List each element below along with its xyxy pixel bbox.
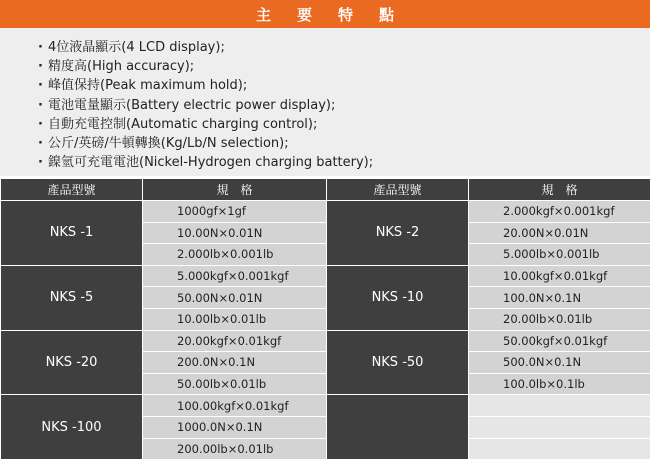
model-cell: NKS -50 bbox=[327, 330, 469, 395]
empty-spec-cell bbox=[469, 416, 650, 438]
spec-cell: 10.00lb×0.01lb bbox=[143, 308, 327, 330]
spec-cell: 1000.0N×0.1N bbox=[143, 416, 327, 438]
empty-model-cell bbox=[327, 395, 469, 460]
feature-item bbox=[38, 153, 650, 172]
model-cell: NKS -1 bbox=[1, 201, 143, 266]
model-cell: NKS -20 bbox=[1, 330, 143, 395]
spec-cell: 20.00lb×0.01lb bbox=[469, 308, 650, 330]
spec-cell: 50.00kgf×0.01kgf bbox=[469, 330, 650, 352]
feature-text: 自動充電控制(Automatic charging control); bbox=[48, 116, 318, 132]
feature-text: 鎳氫可充電電池(Nickel-Hydrogen charging battery); bbox=[48, 155, 374, 171]
spec-cell: 100.0lb×0.1lb bbox=[469, 373, 650, 395]
bullet-icon: · bbox=[38, 40, 43, 55]
spec-cell: 100.0N×0.1N bbox=[469, 287, 650, 309]
bullet-icon: · bbox=[38, 116, 43, 132]
feature-text: 峰值保持(Peak maximum hold); bbox=[48, 78, 248, 94]
bullet-icon: · bbox=[38, 155, 43, 171]
spec-cell: 10.00kgf×0.01kgf bbox=[469, 265, 650, 287]
model-cell: NKS -100 bbox=[1, 395, 143, 460]
spec-cell: 2.000lb×0.001lb bbox=[143, 244, 327, 266]
table-header-row bbox=[1, 179, 650, 201]
spec-cell: 200.0N×0.1N bbox=[143, 352, 327, 374]
spec-cell: 5.000kgf×0.001kgf bbox=[143, 265, 327, 287]
bullet-icon: · bbox=[38, 59, 43, 75]
feature-item bbox=[38, 115, 650, 134]
header-bar bbox=[0, 0, 650, 28]
feature-list bbox=[0, 28, 650, 172]
page-title: 主要特點 bbox=[255, 5, 420, 24]
feature-item bbox=[38, 134, 650, 153]
header-spec-left: 規 格 bbox=[143, 179, 327, 201]
feature-item bbox=[38, 76, 650, 95]
feature-item bbox=[38, 57, 650, 76]
feature-text: 精度高(High accuracy); bbox=[48, 59, 195, 75]
table-row bbox=[1, 330, 650, 352]
spec-cell: 20.00N×0.01N bbox=[469, 222, 650, 244]
table-row bbox=[1, 265, 650, 287]
header-spec-right: 規 格 bbox=[469, 179, 650, 201]
features-panel bbox=[0, 28, 650, 176]
model-cell: NKS -5 bbox=[1, 265, 143, 330]
feature-text: 公斤/英磅/牛頓轉換(Kg/Lb/N selection); bbox=[48, 136, 289, 152]
spec-table bbox=[0, 178, 650, 460]
spec-cell: 10.00N×0.01N bbox=[143, 222, 327, 244]
header-model-right: 產品型號 bbox=[327, 179, 469, 201]
feature-text: 電池電量顯示(Battery electric power display); bbox=[48, 97, 336, 113]
spec-cell: 1000gf×1gf bbox=[143, 201, 327, 223]
model-cell: NKS -2 bbox=[327, 201, 469, 266]
empty-spec-cell bbox=[469, 438, 650, 460]
spec-cell: 20.00kgf×0.01kgf bbox=[143, 330, 327, 352]
spec-cell: 500.0N×0.1N bbox=[469, 352, 650, 374]
model-cell: NKS -10 bbox=[327, 265, 469, 330]
table-row bbox=[1, 395, 650, 417]
table-row bbox=[1, 201, 650, 223]
bullet-icon: · bbox=[38, 78, 43, 94]
feature-text: 4位液晶顯示(4 LCD display); bbox=[48, 40, 225, 55]
bullet-icon: · bbox=[38, 97, 43, 113]
feature-item bbox=[38, 38, 650, 57]
feature-item bbox=[38, 96, 650, 115]
header-model-left: 產品型號 bbox=[1, 179, 143, 201]
bullet-icon: · bbox=[38, 136, 43, 152]
spec-cell: 100.00kgf×0.01kgf bbox=[143, 395, 327, 417]
spec-cell: 5.000lb×0.001lb bbox=[469, 244, 650, 266]
empty-spec-cell bbox=[469, 395, 650, 417]
spec-cell: 50.00N×0.01N bbox=[143, 287, 327, 309]
spec-cell: 200.00lb×0.01lb bbox=[143, 438, 327, 460]
spec-cell: 2.000kgf×0.001kgf bbox=[469, 201, 650, 223]
spec-cell: 50.00lb×0.01lb bbox=[143, 373, 327, 395]
